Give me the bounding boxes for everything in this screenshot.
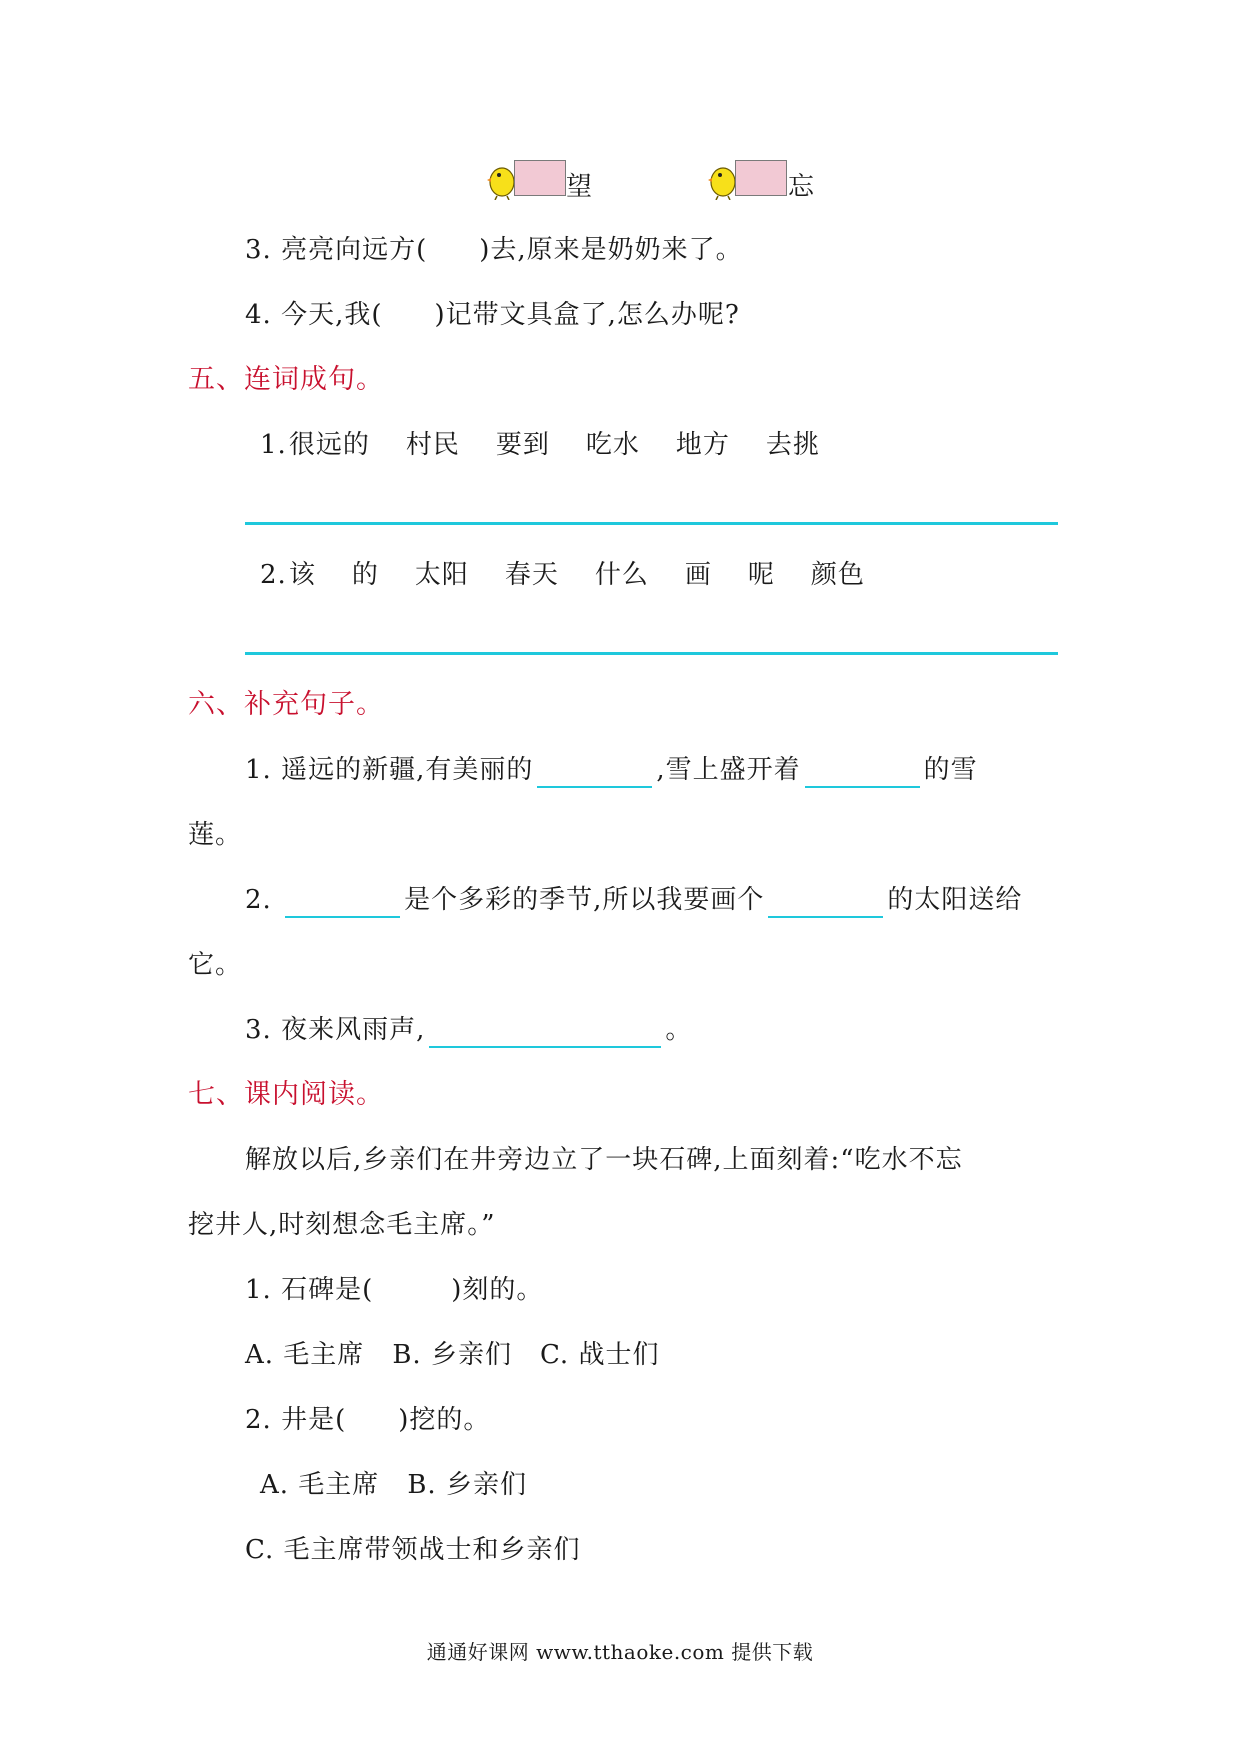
sentence-text: 2. bbox=[245, 885, 282, 915]
options-7-1 bbox=[245, 1337, 659, 1373]
sentence-text: 。 bbox=[665, 1015, 693, 1045]
passage-line-1: 解放以后,乡亲们在井旁边立了一块石碑,上面刻着:“吃水不忘 bbox=[245, 1145, 963, 1175]
sentence-text: ,雪上盛开着 bbox=[656, 755, 801, 785]
sentence-text: 是个多彩的季节,所以我要画个 bbox=[404, 885, 765, 915]
question-text: 1. 石碑是( bbox=[245, 1275, 374, 1305]
question-text: )记带文具盒了,怎么办呢? bbox=[434, 300, 740, 330]
question-4-4 bbox=[245, 297, 740, 333]
question-7-1 bbox=[245, 1272, 543, 1308]
word-tile: 要到 bbox=[495, 430, 550, 460]
sentence-text: 3. 夜来风雨声, bbox=[245, 1015, 426, 1045]
section-5-heading: 五、连词成句。 bbox=[188, 364, 384, 395]
word-list-1 bbox=[260, 427, 820, 463]
option-7-2-c[interactable]: C. 毛主席带领战士和乡亲们 bbox=[245, 1535, 581, 1565]
word-list-2 bbox=[260, 557, 865, 593]
question-text: 2. 井是( bbox=[245, 1405, 347, 1435]
sentence-6-2-wrap: 它。 bbox=[188, 950, 243, 980]
answer-line[interactable] bbox=[245, 652, 1058, 655]
sentence-text: 的雪 bbox=[923, 755, 978, 785]
sentence-text: 的太阳送给 bbox=[887, 885, 1023, 915]
item-number: 2. bbox=[260, 560, 287, 590]
question-text: 3. 亮亮向远方( bbox=[245, 235, 428, 265]
word-tile: 画 bbox=[684, 560, 712, 590]
question-text: )去,原来是奶奶来了。 bbox=[479, 235, 743, 265]
option-b[interactable]: B. 乡亲们 bbox=[392, 1340, 512, 1370]
word-tile: 呢 bbox=[747, 560, 775, 590]
word-tile: 该 bbox=[288, 560, 316, 590]
fill-blank[interactable] bbox=[429, 1018, 661, 1048]
fill-blank[interactable] bbox=[285, 888, 400, 918]
options-7-2 bbox=[260, 1467, 527, 1503]
chick-icon bbox=[708, 158, 738, 200]
word-tile: 的 bbox=[351, 560, 379, 590]
question-text: 4. 今天,我( bbox=[245, 300, 383, 330]
word-group bbox=[289, 557, 865, 593]
word-tile: 什么 bbox=[594, 560, 649, 590]
answer-box[interactable] bbox=[514, 160, 566, 196]
item-number: 1. bbox=[260, 430, 287, 460]
sentence-6-1 bbox=[245, 752, 978, 788]
option-a[interactable]: A. 毛主席 bbox=[260, 1470, 380, 1500]
question-text: )挖的。 bbox=[398, 1405, 491, 1435]
question-4-3 bbox=[245, 232, 743, 268]
word-tile: 太阳 bbox=[414, 560, 469, 590]
option-c[interactable]: C. 战士们 bbox=[539, 1340, 660, 1370]
word-tile: 春天 bbox=[504, 560, 559, 590]
character-wang-forget: 忘 bbox=[788, 172, 815, 202]
question-text: )刻的。 bbox=[451, 1275, 544, 1305]
word-tile: 吃水 bbox=[585, 430, 640, 460]
fill-blank[interactable] bbox=[537, 758, 652, 788]
fill-blank[interactable] bbox=[768, 888, 883, 918]
passage-line-2: 挖井人,时刻想念毛主席。” bbox=[188, 1210, 496, 1240]
sentence-6-1-wrap: 莲。 bbox=[188, 820, 243, 850]
section-6-heading: 六、补充句子。 bbox=[188, 689, 384, 720]
word-tile: 很远的 bbox=[288, 430, 370, 460]
sentence-6-3 bbox=[245, 1012, 692, 1048]
question-7-2 bbox=[245, 1402, 490, 1438]
chick-icon bbox=[487, 158, 517, 200]
footer-credit: 通通好课网 www.tthaoke.com 提供下载 bbox=[426, 1640, 814, 1664]
answer-box[interactable] bbox=[735, 160, 787, 196]
answer-line[interactable] bbox=[245, 522, 1058, 525]
word-tile: 村民 bbox=[405, 430, 460, 460]
option-a[interactable]: A. 毛主席 bbox=[245, 1340, 365, 1370]
sentence-text: 1. 遥远的新疆,有美丽的 bbox=[245, 755, 534, 785]
option-b[interactable]: B. 乡亲们 bbox=[407, 1470, 527, 1500]
section-7-heading: 七、课内阅读。 bbox=[188, 1079, 384, 1110]
word-tile: 地方 bbox=[675, 430, 730, 460]
character-wang: 望 bbox=[566, 172, 593, 202]
fill-blank[interactable] bbox=[805, 758, 920, 788]
word-tile: 颜色 bbox=[810, 560, 865, 590]
word-tile: 去挑 bbox=[765, 430, 820, 460]
word-group bbox=[289, 427, 820, 463]
sentence-6-2 bbox=[245, 882, 1022, 918]
